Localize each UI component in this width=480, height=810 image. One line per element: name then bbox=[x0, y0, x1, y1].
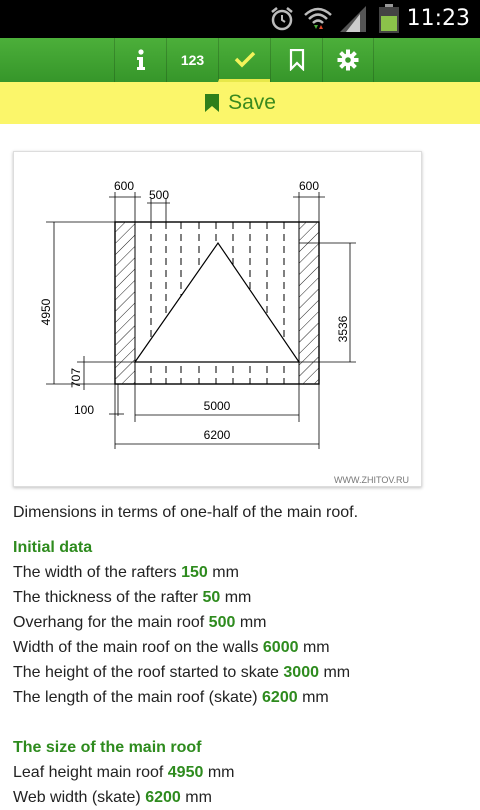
list-item: Leaf height main roof 4950 mm bbox=[13, 764, 235, 781]
bookmark-icon bbox=[204, 93, 220, 113]
gear-icon bbox=[337, 49, 359, 71]
info-icon bbox=[131, 49, 151, 71]
alarm-icon bbox=[268, 5, 296, 33]
clock: 11:23 bbox=[406, 6, 470, 31]
dim-right-height: 3536 bbox=[336, 315, 350, 343]
list-item: Width of the main roof on the walls 6000 mm bbox=[13, 639, 330, 656]
list-item: The thickness of the rafter 50 mm bbox=[13, 589, 252, 606]
save-button[interactable] bbox=[0, 82, 480, 124]
toolbar bbox=[0, 38, 480, 82]
right-overhang-hatch bbox=[299, 222, 319, 384]
wifi-icon bbox=[303, 5, 333, 33]
intro-text: Dimensions in terms of one-half of the main roof. bbox=[13, 504, 359, 521]
list-item: The height of the roof started to skate 3000 mm bbox=[13, 664, 351, 681]
settings-button[interactable] bbox=[322, 38, 374, 82]
watermark: WWW.ZHITOV.RU bbox=[334, 475, 409, 485]
list-item: Web width (skate) 6200 mm bbox=[13, 789, 212, 806]
info-button[interactable] bbox=[114, 38, 166, 82]
list-item: Overhang for the main roof 500 mm bbox=[13, 614, 267, 631]
status-bar bbox=[0, 0, 480, 38]
dim-top-left: 600 bbox=[113, 179, 135, 193]
results-content bbox=[13, 500, 468, 810]
dim-left-offset: 100 bbox=[73, 403, 95, 417]
dim-small-height: 707 bbox=[69, 367, 83, 389]
battery-icon bbox=[378, 4, 400, 34]
left-overhang-hatch bbox=[115, 222, 135, 384]
dim-total-width: 6200 bbox=[203, 428, 231, 442]
dim-inner-width: 5000 bbox=[203, 399, 231, 413]
numbers-label: 123 bbox=[180, 52, 205, 68]
signal-icon bbox=[340, 6, 368, 32]
check-icon bbox=[234, 50, 256, 68]
dim-left-height: 4950 bbox=[39, 298, 53, 326]
list-item: The width of the rafters 150 mm bbox=[13, 564, 239, 581]
save-label: Save bbox=[228, 91, 276, 114]
bookmark-icon bbox=[289, 49, 305, 71]
roof-diagram bbox=[13, 151, 422, 487]
dim-top-right: 600 bbox=[298, 179, 320, 193]
size-heading: The size of the main roof bbox=[13, 739, 202, 756]
dim-top-spacing: 500 bbox=[148, 188, 170, 202]
roof-triangle bbox=[135, 243, 299, 362]
list-item: The length of the main roof (skate) 6200 mm bbox=[13, 689, 329, 706]
initial-data-heading: Initial data bbox=[13, 539, 93, 556]
check-button[interactable] bbox=[218, 38, 270, 82]
bookmark-button[interactable] bbox=[270, 38, 322, 82]
numbers-button[interactable] bbox=[166, 38, 218, 82]
